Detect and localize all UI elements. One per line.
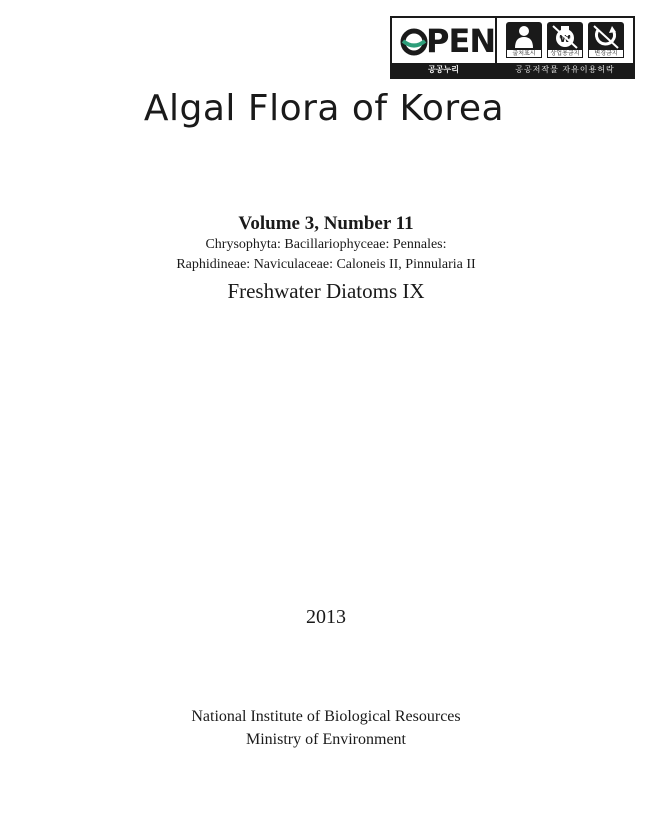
open-wordmark [400, 21, 495, 61]
no-derivatives-caption: 변경금지 [588, 49, 624, 58]
taxonomy-line-1: Chrysophyta: Bacillariophyceae: Pennales: [205, 237, 447, 252]
svg-text:₩: ₩ [559, 34, 571, 45]
kogl-license-badge [390, 16, 635, 79]
document-subtitle: Freshwater Diatoms IX [227, 279, 425, 303]
kogl-description: 공공저작물 자유이용허락 [515, 65, 615, 74]
open-word-rest: PEN [426, 22, 496, 60]
kogl-label: 공공누리 [428, 65, 459, 74]
non-commercial-caption: 상업용금지 [547, 49, 583, 58]
no-derivatives-icon [588, 22, 624, 58]
publication-year: 2013 [306, 606, 346, 628]
attribution-caption: 출처표시 [506, 49, 542, 58]
publisher-ministry: Ministry of Environment [246, 731, 406, 748]
badge-bottom-bar [392, 63, 633, 77]
non-commercial-icon [547, 22, 583, 58]
badge-divider [495, 18, 497, 63]
document-title: Algal Flora of Korea [143, 88, 505, 129]
attribution-icon [506, 22, 542, 58]
volume-number: Volume 3, Number 11 [238, 213, 414, 234]
badge-top [392, 18, 633, 63]
taxonomy-line-2: Raphidineae: Naviculaceae: Caloneis II, Pinnularia II [176, 257, 476, 272]
publisher-institute: National Institute of Biological Resources [191, 708, 461, 725]
